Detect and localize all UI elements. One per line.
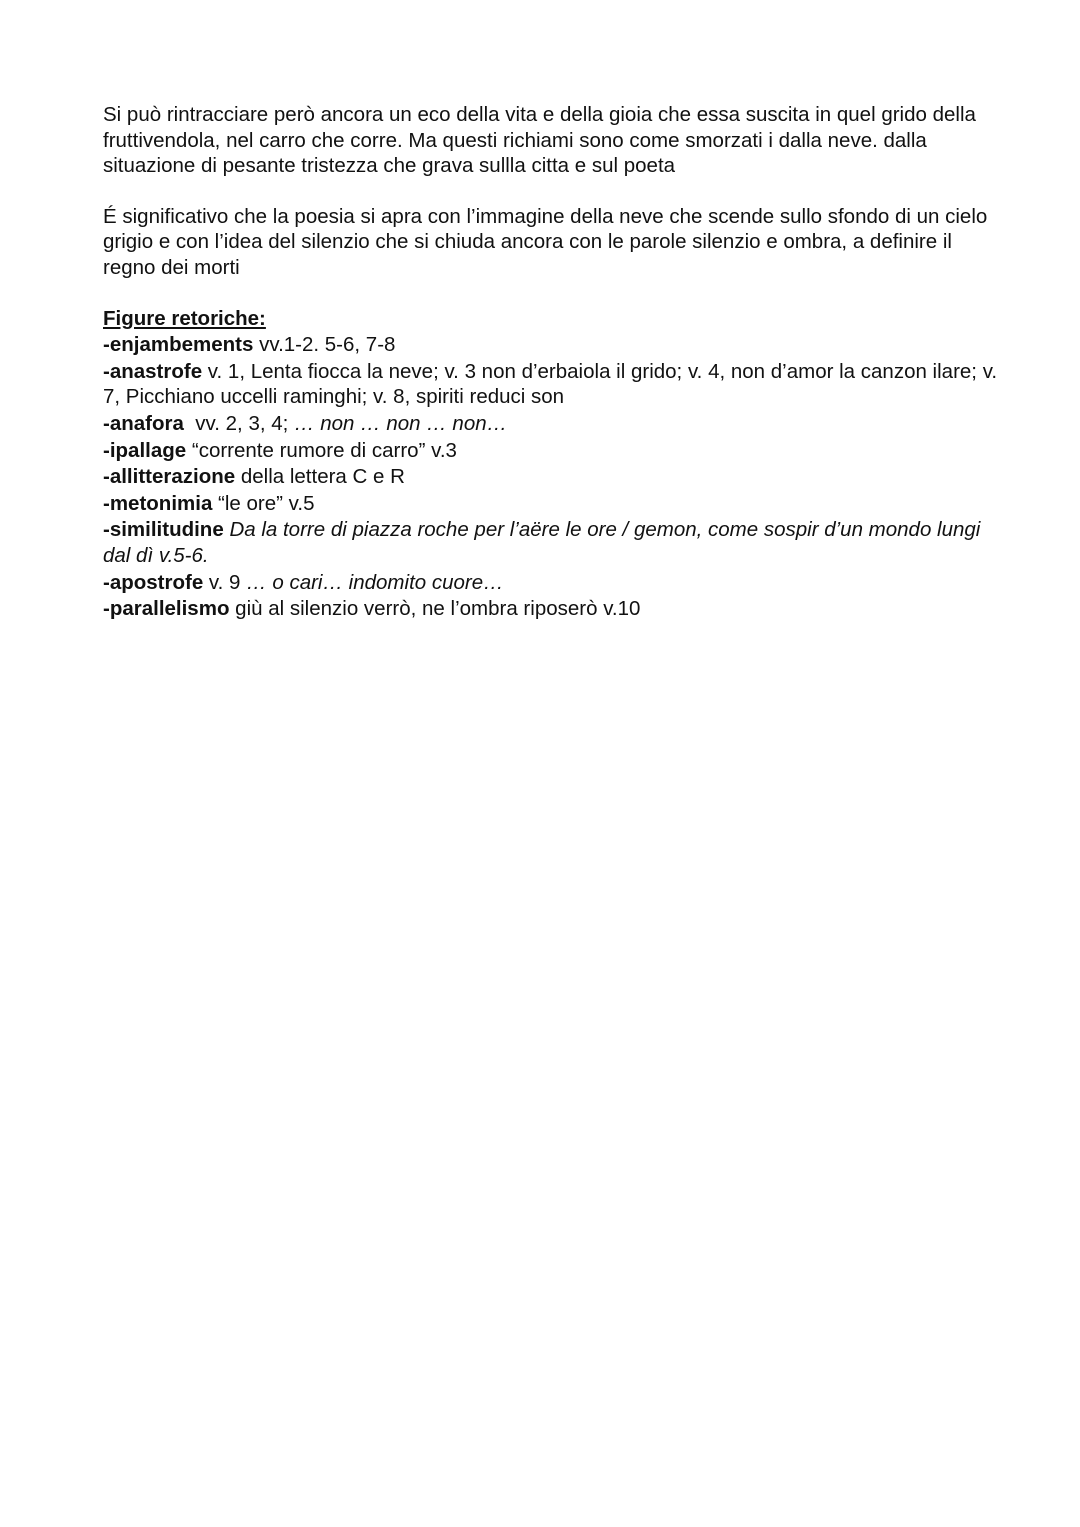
figure-term: -ipallage	[103, 438, 187, 462]
figure-item-allitterazione	[103, 463, 1003, 490]
rhetorical-figures-heading: Figure retoriche:	[103, 306, 266, 330]
figure-text: vv.1-2. 5-6, 7-8	[253, 333, 396, 357]
figure-text: “le ore” v.5	[212, 491, 315, 515]
figure-term: -similitudine	[103, 518, 224, 542]
figure-text: giù al silenzio verrò, ne l’ombra riposerò v.10	[229, 597, 641, 621]
paragraph-echo-of-life: Si può rintracciare però ancora un eco della vita e della gioia che essa suscita in quel grido della fruttivendola, nel carro che corre. Ma questi richiami sono come smorzati i dalla neve. dalla situazione di pesante tristezza che grava sullla citta e sul poeta	[103, 103, 976, 178]
figure-term: -apostrofe	[103, 570, 204, 594]
paragraph-snow-silence: É significativo che la poesia si apra con l’immagine della neve che scende sullo sfondo di un cielo grigio e con l’idea del silenzio che si chiuda ancora con le parole silenzio e ombra, a definire il regno dei morti	[103, 204, 988, 279]
figure-term: -allitterazione	[103, 465, 236, 489]
figure-item-metonimia	[103, 490, 1003, 517]
figure-item-similitudine	[103, 516, 1003, 568]
document-content	[103, 102, 1003, 622]
figure-term: -anastrofe	[103, 359, 203, 383]
figure-item-enjambements	[103, 331, 1003, 358]
figure-text: v. 9	[203, 570, 247, 594]
figure-item-anastrofe	[103, 358, 1003, 410]
figure-italic-text: Da la torre di piazza roche per l’aëre le ore / gemon, come sospir d’un mondo lungi dal dì v.5-6.	[103, 518, 981, 567]
figure-text: vv. 2, 3, 4;	[183, 411, 295, 435]
figure-term: -parallelismo	[103, 597, 230, 621]
figure-text: della lettera C e R	[235, 465, 405, 489]
figure-text: v. 1, Lenta fiocca la neve; v. 3 non d’erbaiola il grido; v. 4, non d’amor la canzon ilare; v. 7, Picchiano uccelli raminghi; v. 8, spiriti reduci son	[103, 359, 998, 409]
figure-item-ipallage	[103, 437, 1003, 464]
figure-term: -enjambements	[103, 333, 254, 357]
figure-term: -anafora	[103, 411, 184, 435]
figure-italic-text: … o cari… indomito cuore…	[246, 570, 504, 594]
figure-item-apostrofe	[103, 569, 1003, 596]
figure-item-parallelismo	[103, 595, 1003, 622]
figure-item-anafora	[103, 410, 1003, 437]
figure-italic-text: … non … non … non…	[294, 411, 508, 435]
figure-text: “corrente rumore di carro” v.3	[186, 438, 457, 462]
figure-term: -metonimia	[103, 491, 213, 515]
rhetorical-figures-section	[103, 306, 1003, 622]
